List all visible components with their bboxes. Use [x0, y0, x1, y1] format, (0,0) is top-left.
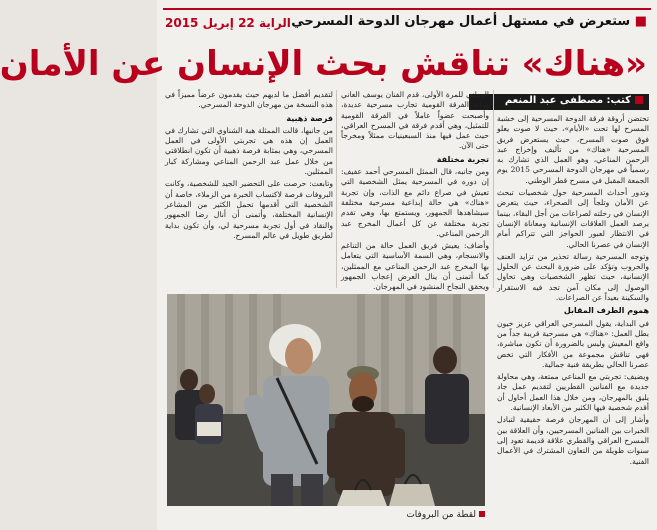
photo-caption	[167, 510, 485, 524]
subheading: هموم الطرف المقابل	[563, 306, 649, 316]
article-column-3	[165, 90, 333, 288]
subheading: تجربة مختلفة	[436, 154, 489, 164]
paragraph: في البداية، يقول المسرحي العراقي عزيز خيون بطل العمل: «هناك» هي مسرحية قريبة جداً من واقع المعيش وليس بالضرورة أن تكون مباشرة، فهي تناقش مجموعة من الأفكار التي تخص عصرنا الحالي بطريقة فنية جمالية.	[497, 318, 649, 369]
headline: «هناك» تناقش بحث الإنسان عن الأمان	[0, 44, 647, 84]
paragraph: ويضيف: تجربتي مع المناعي ممتعة، وهي محاولة جديدة مع الفنانين القطريين لتقديم عمل جاد يليق بالمهرجان، ومن خلال هذا العمل أحاول أن أقدم شخصية فيها الكثير من الأبعاد الإنسانية.	[497, 372, 649, 413]
paragraph: وأضاف: يعيش فريق العمل حالة من التناغم والانسجام، وهي السمة الأساسية التي يتعامل بها المخرج عبد الرحمن المناعي مع الممثلين، كما أتمنى أن ينال العرض إعجاب الجمهور ويحقق النجاح المنشود في المهرجان.	[341, 241, 489, 292]
issue-date: الراية 22 إبريل 2015	[165, 16, 291, 30]
subheading: فرصة ذهبية	[286, 113, 333, 123]
article-column-2	[341, 90, 489, 292]
kicker-text: ستعرض في مستهل أعمال مهرجان الدوحة المسرحي	[291, 14, 631, 29]
paragraph: من جانبها، قالت الممثلة هبة الشناوي التي تشارك في العمل إن هذه هي تجربتي الأولى في العمل المسرحي، وهي بمثابة فرصة ذهبية أن تكون انطلاقتي من خلال عمل عبد الرحمن المناعي ومشاركة كبار الممثلين.	[165, 125, 333, 177]
paragraph: وتدور أحداث المسرحية حول شخصيات تبحث عن الأمان وتلجأ إلى الصحراء، حيث يتعرض الإنسان في رحلته لصراعات من أجل البقاء، بينما يرصد العمل العلاقات الإنسانية ومعاناة الإنسان في الانتظار لعبور الحواجز التي تتراكم أمام الإنسان في عصرنا الحالي.	[497, 188, 649, 249]
column-divider	[493, 90, 494, 288]
rehearsal-photo-illustration	[167, 294, 485, 506]
column-divider	[336, 90, 337, 288]
rehearsal-photo	[167, 294, 485, 506]
paragraph: وتوجه المسرحية رسالة تحذير من تزايد العنف والحروب وتؤكد على ضرورة البحث عن الحلول الإنسانية، حيث تظهر الشخصيات وهي تحاول الوصول إلى مكان آمن تجد فيه الاستقرار والسكينة بعيداً عن الصراعات.	[497, 251, 649, 303]
caption-marker-icon	[479, 511, 485, 517]
byline-text: كتب: مصطفى عبد المنعم	[504, 95, 631, 106]
paragraph: لتقديم أفضل ما لديهم حيث يقدمون عرضاً مميزاً في هذه النسخة من مهرجان الدوحة المسرحي.	[165, 90, 333, 110]
paragraph: الوطني للمرة الأولى، قدم الفنان يوسف العاني ورائد الفرقة القومية تجارب مسرحية عديدة، وأصبحت عضواً عاملاً في الفرقة القومية للتمثيل، وهي أقدم فرقة في المسرح العراقي، حيث عمل فيها منذ السبعينيات ممثلاً ومخرجاً حتى الآن.	[341, 90, 489, 151]
paragraph: وتابعت: حرصت على التحضير الجيد للشخصية، وكانت البروفات فرصة لاكتساب الخبرة من الزملاء، خاصة أن الشخصية التي أقدمها تحمل الكثير من المشاعر الإنسانية المختلفة، وأتمنى أن أنال رضا الجمهور والنقاد في أول تجربة مسرحية لي، وأن تكون بداية لطريق طويل في عالم المسرح.	[165, 179, 333, 240]
paragraph: تحتضن أروقة فرقة الدوحة المسرحية إلى خشبة المسرح لها تحت «الأيام»، حيث لا صوت يعلو فوق صوت المسرح، حيث يستعرض فريق المسرحية «هناك» من تأليف وإخراج عبد الرحمن المناعي، وهو العمل الذي تشارك به رسمياً في مهرجان الدوحة المسرحي 2015 يوم الجمعة المقبل في مسرح قطر الوطني.	[497, 114, 650, 185]
byline	[469, 94, 649, 110]
paragraph: وأشار إلى أن المهرجان فرصة حقيقية لتبادل الخبرات بين الفنانين المسرحيين، وأن العلاقة بين المسرح العراقي والقطري علاقة قديمة تعود إلى سنوات طويلة من التعاون المشترك في الأعمال الفنية.	[497, 415, 649, 466]
top-rule	[163, 8, 651, 10]
photo-caption-text: لقطة من البروفات	[406, 510, 476, 520]
article-column-1	[497, 114, 649, 506]
paragraph: ومن جانبه، قال الممثل المسرحي أحمد عفيف: إن دوره في المسرحية يمثل الشخصية التي تعيش في صراع دائم مع الذات، وإن تجربة «هناك» هي حالة إبداعية مسرحية مختلفة سيشاهدها الجمهور، ويستمتع بها، وهي تقدم تجربة مختلفة عن كل أعمال المخرج عبد الرحمن المناعي.	[341, 167, 489, 238]
byline-marker-icon	[635, 96, 643, 104]
kicker: ■ ستعرض في مستهل أعمال مهرجان الدوحة المسرحي	[291, 14, 647, 29]
